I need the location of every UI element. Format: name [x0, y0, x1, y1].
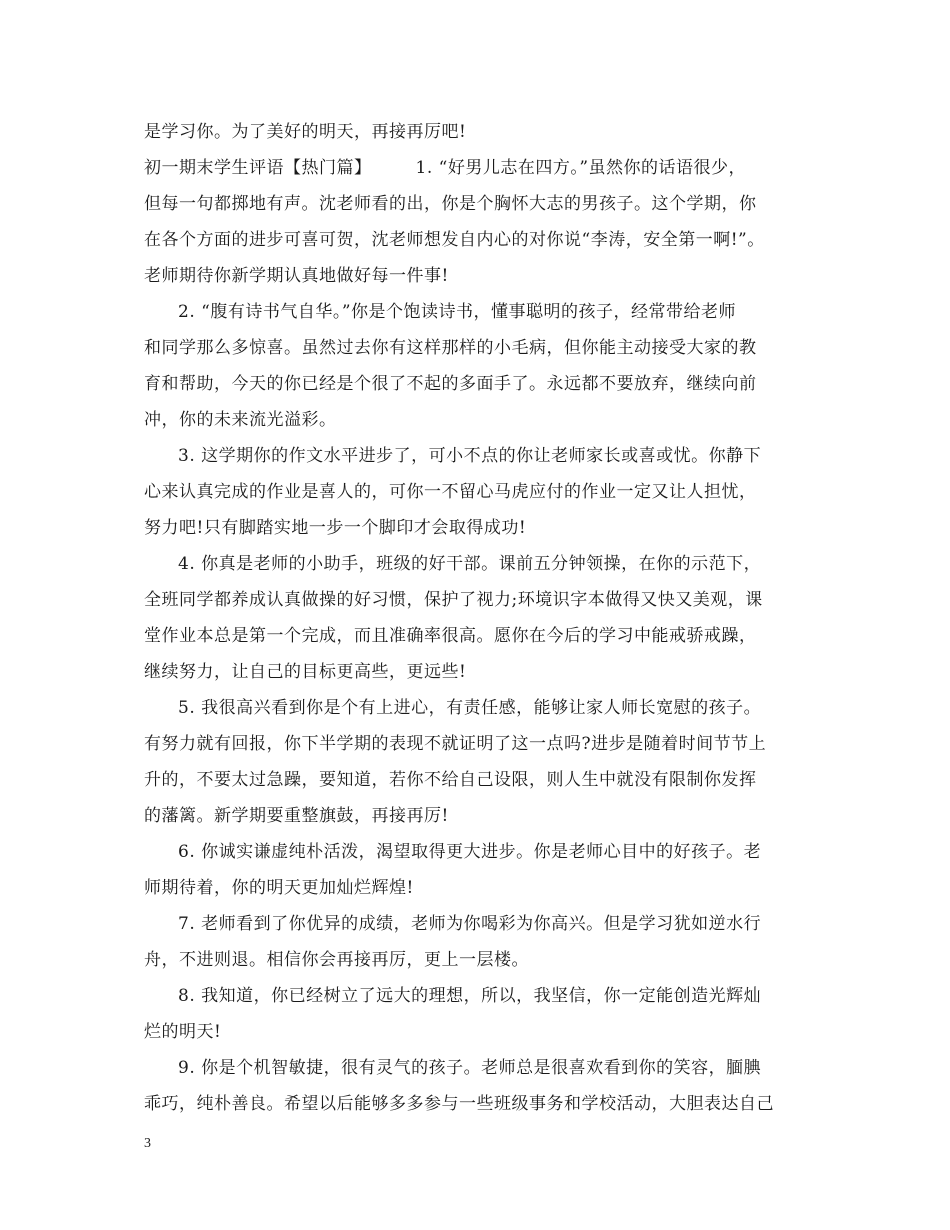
text-line: 育和帮助，今天的你已经是个很了不起的多面手了。永远都不要放弃，继续向前 [144, 374, 757, 394]
text-line: 在各个方面的进步可喜可贺，沈老师想发自内心的对你说“李涛，安全第一啊!”。 [144, 230, 765, 250]
text-line: 3. 这学期你的作文水平进步了，可小不点的你让老师家长或喜或忧。你静下 [178, 446, 762, 466]
body-text [144, 114, 824, 1122]
text-line: 2. “腹有诗书气自华。”你是个饱读诗书，懂事聪明的孩子，经常带给老师 [178, 302, 737, 322]
text-line: 堂作业本总是第一个完成，而且准确率很高。愿你在今后的学习中能戒骄戒躁， [144, 626, 757, 646]
text-line: 老师期待你新学期认真地做好每一件事! [144, 266, 449, 286]
section-heading: 初一期末学生评语【热门篇】 [144, 158, 372, 178]
text-line: 心来认真完成的作业是喜人的，可你一不留心马虎应付的作业一定又让人担忧， [144, 482, 757, 502]
text-line: 但每一句都掷地有声。沈老师看的出，你是个胸怀大志的男孩子。这个学期，你 [144, 194, 757, 214]
text-line: 5. 我很高兴看到你是个有上进心，有责任感，能够让家人师长宽慰的孩子。 [178, 698, 762, 718]
text-line: 努力吧!只有脚踏实地一步一个脚印才会取得成功! [144, 518, 527, 538]
text-line: 有努力就有回报，你下半学期的表现不就证明了这一点吗?进步是随着时间节节上 [144, 734, 767, 754]
text-line: 全班同学都养成认真做操的好习惯，保护了视力;环境识字本做得又快又美观，课 [144, 590, 763, 610]
text-line: 升的，不要太过急躁，要知道，若你不给自己设限，则人生中就没有限制你发挥 [144, 770, 757, 790]
text-line: 9. 你是个机智敏捷，很有灵气的孩子。老师总是很喜欢看到你的笑容，腼腆 [178, 1058, 762, 1078]
text-line: 冲，你的未来流光溢彩。 [144, 410, 337, 430]
text-line: 和同学那么多惊喜。虽然过去你有这样那样的小毛病，但你能主动接受大家的教 [144, 338, 757, 358]
text-line: 6. 你诚实谦虚纯朴活泼，渴望取得更大进步。你是老师心目中的好孩子。老 [178, 842, 762, 862]
text-line: 乖巧，纯朴善良。希望以后能够多多参与一些班级事务和学校活动，大胆表达自己 [144, 1094, 774, 1114]
text-line: 师期待着，你的明天更加灿烂辉煌! [144, 878, 414, 898]
text-line: 烂的明天! [144, 1022, 222, 1042]
text-line: 舟，不进则退。相信你会再接再厉，更上一层楼。 [144, 950, 529, 970]
text-line: 8. 我知道，你已经树立了远大的理想，所以，我坚信，你一定能创造光辉灿 [178, 986, 762, 1006]
page-number: 3 [144, 1136, 151, 1151]
text-line: 初一期末学生评语【热门篇】 1. “好男儿志在四方。”虽然你的话语很少， [144, 158, 747, 178]
text-line: 继续努力，让自己的目标更高些，更远些! [144, 662, 467, 682]
text-line: 7. 老师看到了你优异的成绩，老师为你喝彩为你高兴。但是学习犹如逆水行 [178, 914, 762, 934]
text-line: 4. 你真是老师的小助手，班级的好干部。课前五分钟领操，在你的示范下， [178, 554, 762, 574]
text-line: 是学习你。为了美好的明天，再接再厉吧! [144, 122, 467, 142]
text-line: 的藩篱。新学期要重整旗鼓，再接再厉! [144, 806, 449, 826]
